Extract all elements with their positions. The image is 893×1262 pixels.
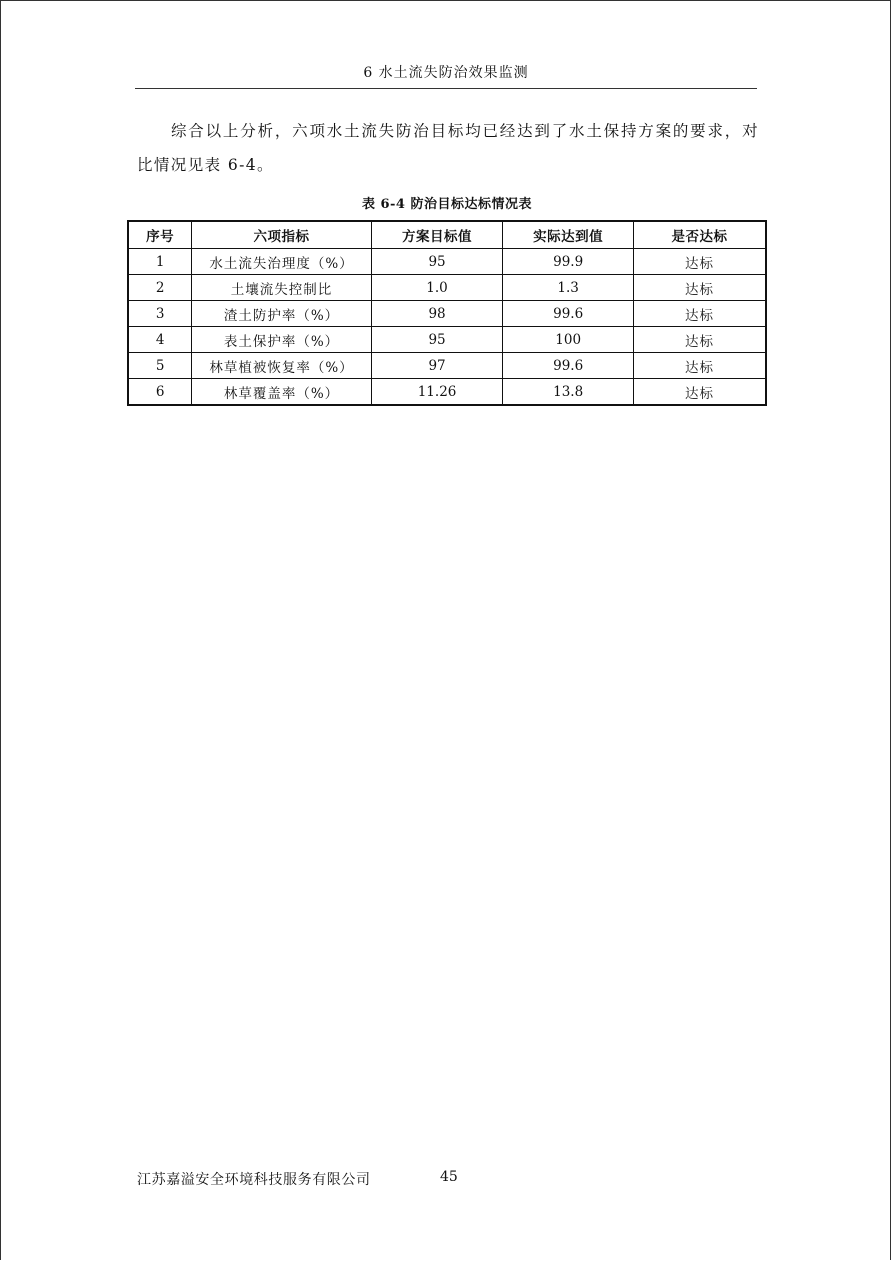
cell-status: 达标 [633,301,766,327]
table-row [128,275,766,301]
cell-target: 97 [371,353,503,379]
col-header-index: 序号 [128,221,192,249]
cell-index: 6 [128,379,192,406]
cell-status: 达标 [633,353,766,379]
col-header-target: 方案目标值 [371,221,503,249]
cell-actual: 99.9 [503,249,634,275]
cell-actual: 13.8 [503,379,634,406]
cell-indicator: 水土流失治理度（%） [192,249,371,275]
cell-status: 达标 [633,327,766,353]
cell-status: 达标 [633,275,766,301]
cell-status: 达标 [633,249,766,275]
cell-target: 95 [371,249,503,275]
cell-index: 2 [128,275,192,301]
col-header-status: 是否达标 [633,221,766,249]
cell-target: 1.0 [371,275,503,301]
footer-page-number: 45 [440,1169,458,1185]
cell-index: 1 [128,249,192,275]
cell-actual: 99.6 [503,353,634,379]
cell-index: 4 [128,327,192,353]
col-header-actual: 实际达到值 [503,221,634,249]
running-header: 6 水土流失防治效果监测 [135,62,757,89]
table-header-row [128,221,766,249]
targets-table [127,220,767,406]
cell-actual: 1.3 [503,275,634,301]
cell-actual: 100 [503,327,634,353]
cell-status: 达标 [633,379,766,406]
table-row [128,353,766,379]
table-caption: 表 6-4 防治目标达标情况表 [361,197,533,212]
table-row [128,249,766,275]
cell-indicator: 土壤流失控制比 [192,275,371,301]
cell-target: 98 [371,301,503,327]
cell-target: 95 [371,327,503,353]
table-row [128,301,766,327]
cell-indicator: 林草覆盖率（%） [192,379,371,406]
body-paragraph: 综合以上分析，六项水土流失防治目标均已经达到了水土保持方案的要求，对比情况见表 6-4。 [137,122,759,174]
cell-index: 3 [128,301,192,327]
footer-company: 江苏嘉溢安全环境科技服务有限公司 [137,1172,371,1188]
cell-indicator: 表土保护率（%） [192,327,371,353]
col-header-indicator: 六项指标 [192,221,371,249]
cell-target: 11.26 [371,379,503,406]
cell-indicator: 渣土防护率（%） [192,301,371,327]
cell-index: 5 [128,353,192,379]
table-row [128,379,766,406]
cell-indicator: 林草植被恢复率（%） [192,353,371,379]
table-row [128,327,766,353]
cell-actual: 99.6 [503,301,634,327]
